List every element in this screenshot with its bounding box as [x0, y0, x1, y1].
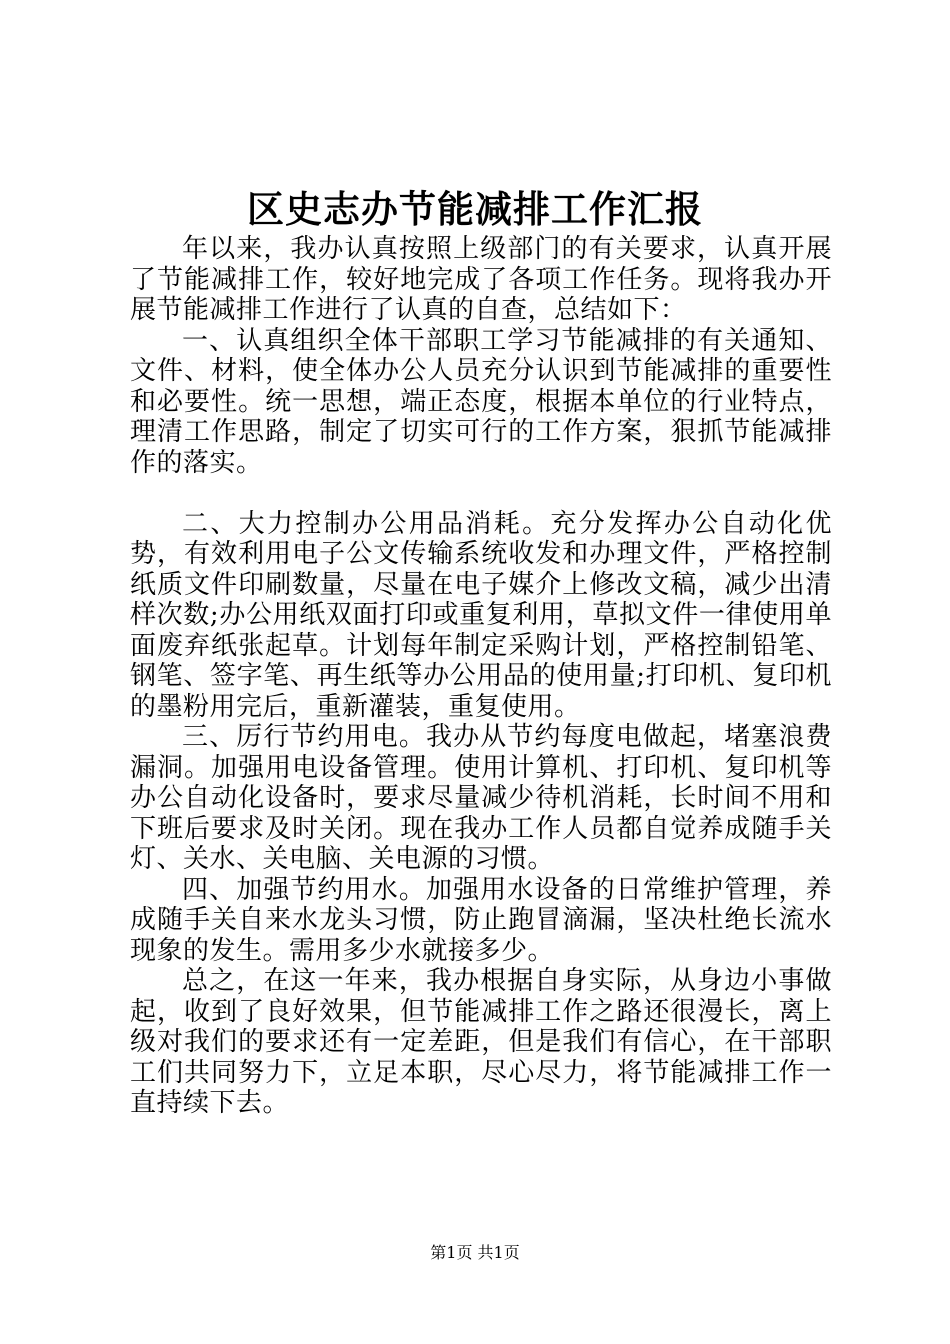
- paragraph-intro: 年以来，我办认真按照上级部门的有关要求，认真开展了节能减排工作，较好地完成了各项工作任务。现将我办开展节能减排工作进行了认真的自查，总结如下：: [130, 234, 832, 325]
- page-number-footer: 第1页 共1页: [430, 1243, 520, 1262]
- document-body: [130, 234, 832, 1119]
- document-title: 区史志办节能减排工作汇报: [247, 187, 703, 231]
- paragraph-section-4: 四、加强节约用水。加强用水设备的日常维护管理，养成随手关自来水龙头习惯，防止跑冒滴漏，坚决杜绝长流水现象的发生。需用多少水就接多少。: [130, 874, 832, 966]
- paragraph-section-3: 三、厉行节约用电。我办从节约每度电做起，堵塞浪费漏洞。加强用电设备管理。使用计算机、打印机、复印机等办公自动化设备时，要求尽量减少待机消耗，长时间不用和下班后要求及时关闭。现在我办工作人员都自觉养成随手关灯、关水、关电脑、关电源的习惯。: [130, 722, 832, 874]
- paragraph-conclusion: 总之，在这一年来，我办根据自身实际，从身边小事做起，收到了良好效果，但节能减排工作之路还很漫长，离上级对我们的要求还有一定差距，但是我们有信心，在干部职工们共同努力下，立足本职，尽心尽力，将节能减排工作一直持续下去。: [130, 966, 832, 1118]
- paragraph-section-1: 一、认真组织全体干部职工学习节能减排的有关通知、文件、材料，使全体办公人员充分认识到节能减排的重要性和必要性。统一思想，端正态度，根据本单位的行业特点，理清工作思路，制定了切实可行的工作方案，狠抓节能减排作的落实。: [130, 325, 832, 478]
- paragraph-section-2: 二、大力控制办公用品消耗。充分发挥办公自动化优势，有效利用电子公文传输系统收发和办理文件，严格控制纸质文件印刷数量，尽量在电子媒介上修改文稿，减少出清样次数;办公用纸双面打印或重复利用，草拟文件一律使用单面废弃纸张起草。计划每年制定采购计划，严格控制铅笔、钢笔、签字笔、再生纸等办公用品的使用量;打印机、复印机的墨粉用完后，重新灌装，重复使用。: [130, 508, 832, 722]
